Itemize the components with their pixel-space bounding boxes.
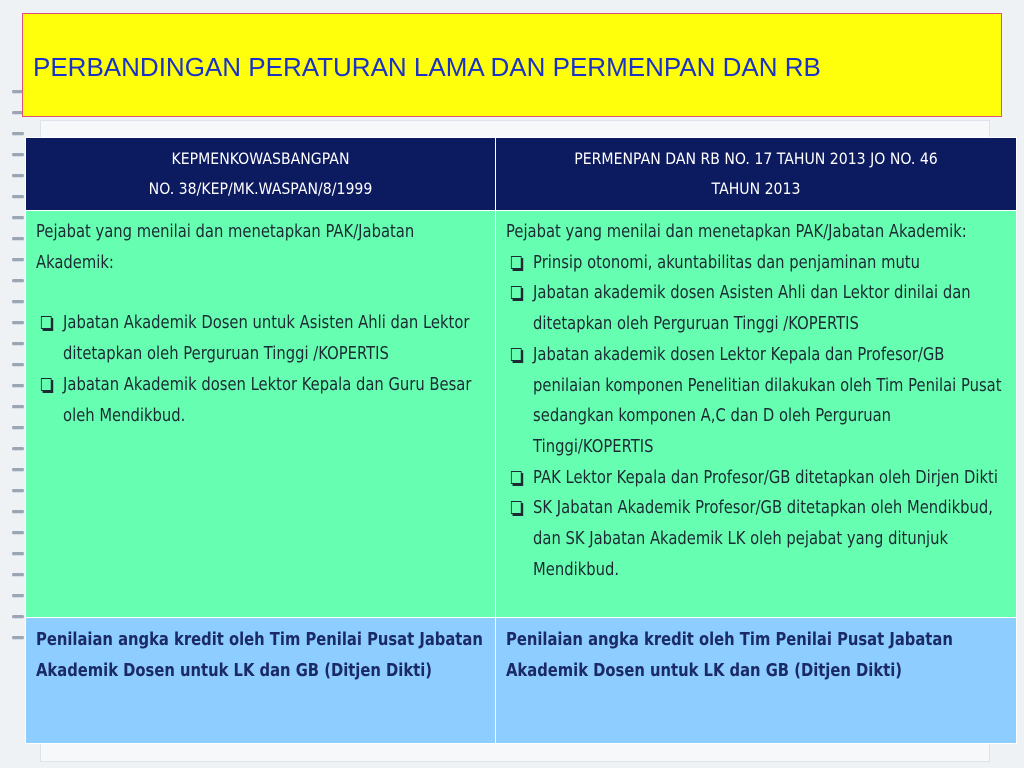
cell-old-regulation: [26, 211, 496, 618]
list-item: SK Jabatan Akademik Profesor/GB ditetapkan oleh Mendikbud, dan SK Jabatan Akademik LK oleh pejabat yang ditunjuk Mendikbud.: [506, 493, 1008, 585]
old-bullet-list: [36, 308, 487, 431]
header-old-line2: NO. 38/KEP/MK.WASPAN/8/1999: [148, 179, 373, 198]
old-footer-text: Penilaian angka kredit oleh Tim Penilai Pusat Jabatan Akademik Dosen untuk LK dan GB (Ditjen Dikti): [36, 629, 483, 681]
list-item: Jabatan Akademik Dosen untuk Asisten Ahli dan Lektor ditetapkan oleh Perguruan Tinggi /KOPERTIS: [36, 308, 487, 369]
header-new-regulation: [496, 138, 1017, 211]
new-intro-text: Pejabat yang menilai dan menetapkan PAK/Jabatan Akademik:: [506, 221, 967, 242]
slide-title: PERBANDINGAN PERATURAN LAMA DAN PERMENPAN DAN RB: [33, 52, 821, 82]
header-new-line1: PERMENPAN DAN RB NO. 17 TAHUN 2013 JO NO. 46: [574, 149, 938, 168]
new-bullet-list: [506, 248, 1008, 586]
footer-old-regulation: [26, 618, 496, 744]
table-header-row: [26, 138, 1017, 211]
table-footer-row: [26, 618, 1017, 744]
list-item: Jabatan akademik dosen Lektor Kepala dan Profesor/GB penilaian komponen Penelitian dilakukan oleh Tim Penilai Pusat sedangkan komponen A,C dan D oleh Perguruan Tinggi/KOPERTIS: [506, 340, 1008, 463]
checkbox-bullet-icon: [511, 501, 522, 514]
list-item: PAK Lektor Kepala dan Profesor/GB ditetapkan oleh Dirjen Dikti: [506, 463, 1008, 494]
checkbox-bullet-icon: [511, 256, 522, 269]
list-item: Jabatan akademik dosen Asisten Ahli dan Lektor dinilai dan ditetapkan oleh Perguruan Tinggi /KOPERTIS: [506, 278, 1008, 339]
header-new-line2: TAHUN 2013: [711, 179, 801, 198]
cell-new-regulation: [496, 211, 1017, 618]
title-banner: [22, 13, 1002, 117]
comparison-table: [25, 137, 1017, 744]
checkbox-bullet-icon: [511, 471, 522, 484]
old-intro-text: Pejabat yang menilai dan menetapkan PAK/Jabatan Akademik:: [36, 221, 415, 273]
checkbox-bullet-icon: [511, 348, 522, 361]
checkbox-bullet-icon: [511, 286, 522, 299]
checkbox-bullet-icon: [41, 378, 52, 391]
header-old-line1: KEPMENKOWASBANGPAN: [171, 149, 350, 168]
checkbox-bullet-icon: [41, 316, 52, 329]
new-footer-text: Penilaian angka kredit oleh Tim Penilai Pusat Jabatan Akademik Dosen untuk LK dan GB (Ditjen Dikti): [506, 629, 953, 681]
header-old-regulation: [26, 138, 496, 211]
table-body-row: [26, 211, 1017, 618]
footer-new-regulation: [496, 618, 1017, 744]
list-item: Prinsip otonomi, akuntabilitas dan penjaminan mutu: [506, 248, 1008, 279]
list-item: Jabatan Akademik dosen Lektor Kepala dan Guru Besar oleh Mendikbud.: [36, 370, 487, 431]
